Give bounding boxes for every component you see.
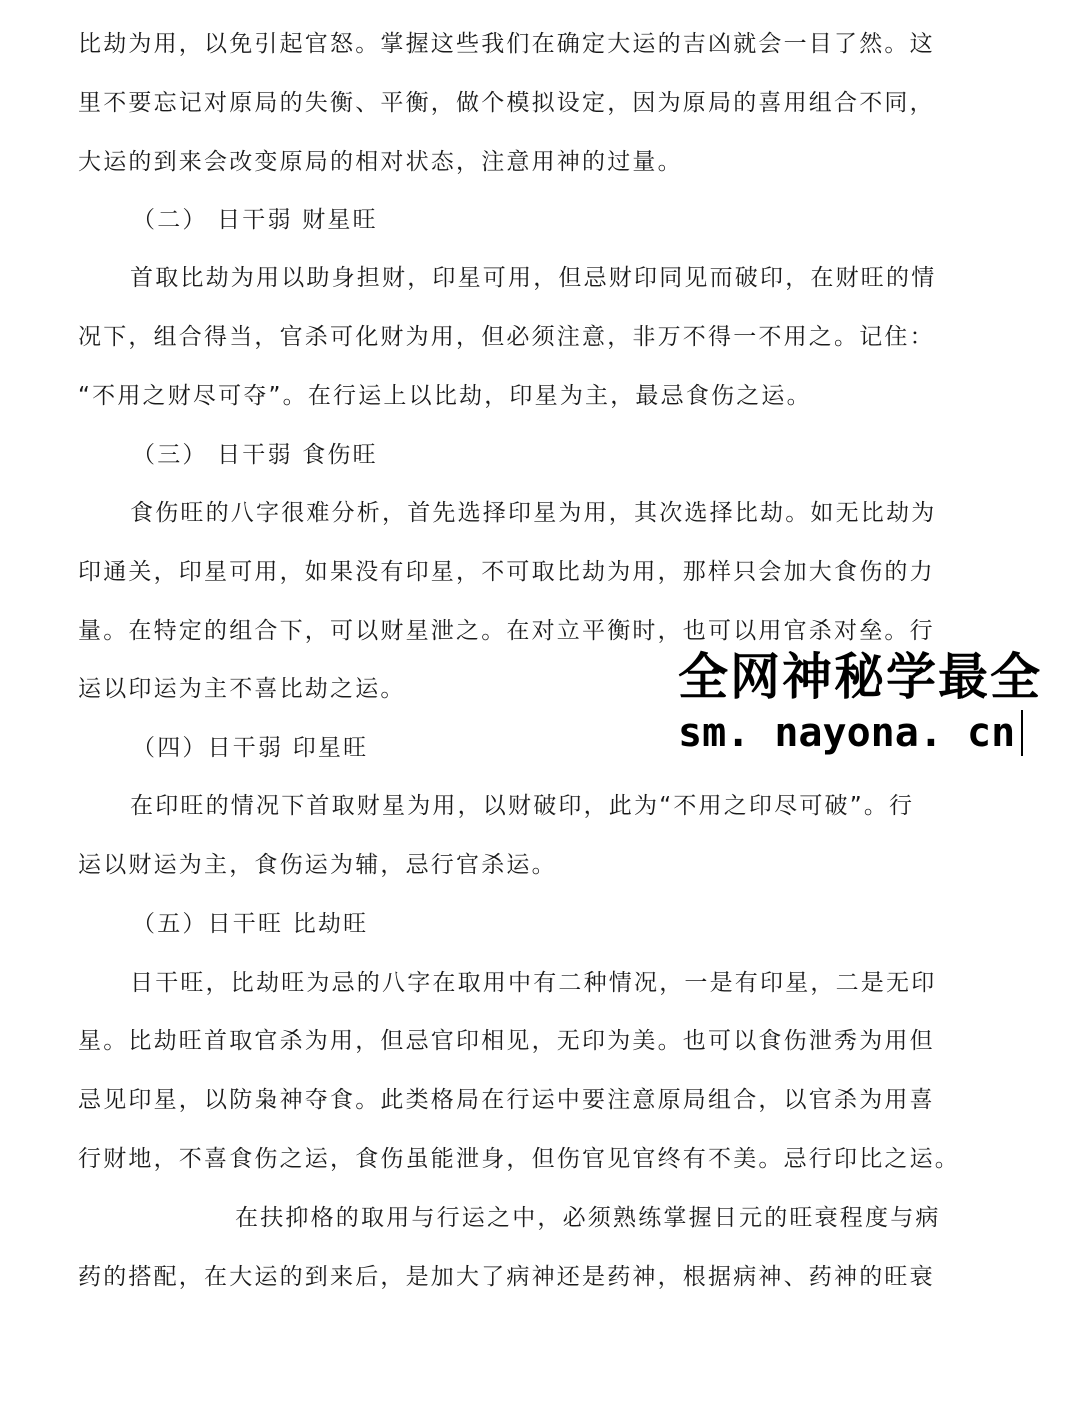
body-text-line: 首取比劫为用以助身担财，印星可用，但忌财印同见而破印，在财旺的情 [130, 265, 937, 291]
body-text-line: 在扶抑格的取用与行运之中，必须熟练掌握日元的旺衰程度与病 [235, 1205, 941, 1231]
body-text-line: 里不要忘记对原局的失衡、平衡，做个模拟设定，因为原局的喜用组合不同， [78, 90, 935, 116]
body-text-line: 星。比劫旺首取官杀为用，但忌官印相见，无印为美。也可以食伤泄秀为用但 [78, 1028, 935, 1054]
section-heading: （五）日干旺 比劫旺 [132, 911, 369, 937]
body-text-line: 况下，组合得当，官杀可化财为用，但必须注意，非万不得一不用之。记住： [78, 324, 935, 350]
section-heading: （二） 日干弱 财星旺 [132, 207, 378, 233]
body-text-line: 比劫为用，以免引起官怒。掌握这些我们在确定大运的吉凶就会一目了然。这 [78, 31, 935, 57]
body-text-line: 大运的到来会改变原局的相对状态，注意用神的过量。 [78, 149, 683, 175]
body-text-line: 运以印运为主不喜比劫之运。 [78, 676, 406, 702]
section-heading: （四）日干弱 印星旺 [132, 735, 369, 761]
section-heading: （三） 日干弱 食伤旺 [132, 442, 378, 468]
body-text-line: 运以财运为主，食伤运为辅，忌行官杀运。 [78, 852, 557, 878]
body-text-line: 食伤旺的八字很难分析，首先选择印星为用，其次选择比劫。如无比劫为 [130, 500, 937, 526]
text-cursor [1021, 710, 1023, 756]
body-text-line: 在印旺的情况下首取财星为用，以财破印，此为“不用之印尽可破”。行 [130, 793, 915, 819]
body-text-line: 日干旺，比劫旺为忌的八字在取用中有二种情况，一是有印星，二是无印 [130, 970, 937, 996]
body-text-line: 药的搭配，在大运的到来后，是加大了病神还是药神，根据病神、药神的旺衰 [78, 1264, 935, 1290]
body-text-line: 印通关，印星可用，如果没有印星，不可取比劫为用，那样只会加大食伤的力 [78, 559, 935, 585]
body-text-line: 行财地，不喜食伤之运，食伤虽能泄身，但伤官见官终有不美。忌行印比之运。 [78, 1146, 960, 1172]
body-text-line: 忌见印星，以防枭神夺食。此类格局在行运中要注意原局组合，以官杀为用喜 [78, 1087, 935, 1113]
body-text-line: 量。在特定的组合下，可以财星泄之。在对立平衡时，也可以用官杀对垒。行 [78, 618, 935, 644]
body-text-line: “不用之财尽可夺”。在行运上以比劫，印星为主，最忌食伤之运。 [78, 383, 812, 409]
watermark-title: 全网神秘学最全 [678, 648, 1042, 706]
watermark-url: sm. nayona. cn [678, 710, 1016, 756]
